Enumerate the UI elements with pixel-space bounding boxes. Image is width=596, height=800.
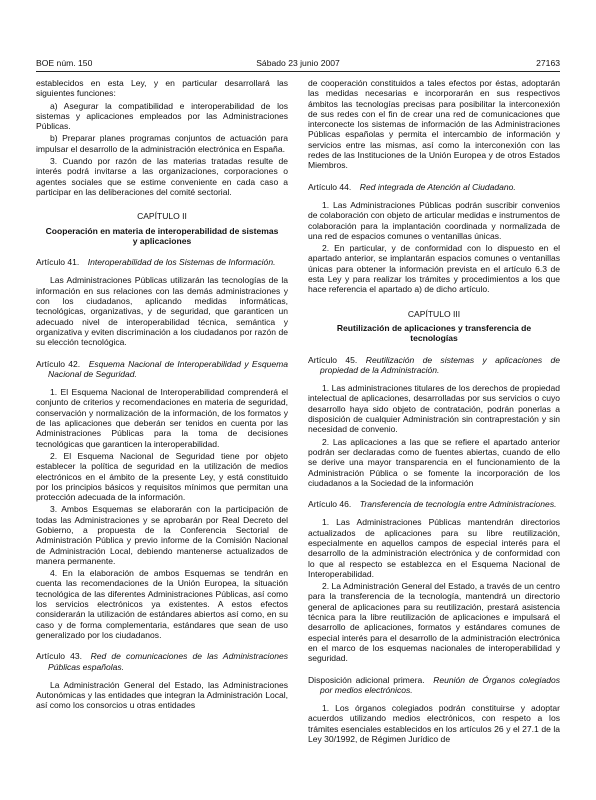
paragraph: b) Preparar planes programas conjuntos de actuación para impulsar el desarrollo de la administración electrónica en España. <box>36 133 288 154</box>
paragraph: 2. En particular, y de conformidad con lo dispuesto en el apartado anterior, se implantarán espacios comunes o ventanillas únicas para obtener la información prevista en el artículo 6.3 de esta Ley y para realizar los trámites y procedimientos a los que hace referencia el apartado a) de dicho artículo. <box>308 243 560 295</box>
paragraph: 3. Ambos Esquemas se elaborarán con la participación de todas las Administraciones y se aprobarán por Real Decreto del Gobierno, a propuesta de la Conferencia Sectorial de Administración Pública y previo informe de la Comisión Nacional de Administración Local, debiendo mantenerse actualizados de manera permanente. <box>36 504 288 566</box>
article-label: Artículo 42. <box>36 358 81 369</box>
paragraph: 4. En la elaboración de ambos Esquemas se tendrán en cuenta las recomendaciones de la Unión Europea, la situación tecnológica de las diferentes Administraciones Públicas, así como los servicios electrónicos ya existentes. A estos efectos considerarán la utilización de estándares abiertos así como, en su caso y de forma complementaria, estándares que sean de uso generalizado por los ciudadanos. <box>36 568 288 640</box>
article-heading <box>308 675 560 696</box>
paragraph: 1. Las administraciones titulares de los derechos de propiedad intelectual de aplicaciones, desarrolladas por sus servicios o cuyo desarrollo haya sido objeto de contratación, podrán ponerlas a disposición de cualquier Administración sin contraprestación y sin necesidad de convenio. <box>308 383 560 435</box>
chapter-number: CAPÍTULO II <box>137 211 187 222</box>
article-label: Artículo 44. <box>308 181 352 192</box>
article-heading <box>308 499 560 509</box>
article-heading <box>308 182 560 192</box>
paragraph: 3. Cuando por razón de las materias tratadas resulte de interés podrá invitarse a las organizaciones, corporaciones o agentes sociales que se estime conveniente en cada caso a participar en las deliberaciones del comité sectorial. <box>36 156 288 197</box>
article-heading <box>36 651 288 672</box>
paragraph: La Administración General del Estado, las Administraciones Autonómicas y las entidades que integran la Administración Local, así como los consorcios u otras entidades <box>36 679 288 711</box>
paragraph: 2. La Administración General del Estado, a través de un centro para la transferencia de la tecnología, mantendrá un directorio general de aplicaciones para su reutilización, prestará asistencia técnica para la libre reutilización de aplicaciones e impulsará el desarrollo de aplicaciones, formatos y estándares comunes de especial interés para el desarrollo de la administración electrónica en el marco de los esquemas nacionales de interoperabilidad y seguridad. <box>308 581 560 664</box>
article-title: Reunión de Órganos colegiados por medios electrónicos. <box>320 674 560 695</box>
header-rule <box>36 71 560 72</box>
article-title: Interoperabilidad de los Sistemas de Información. <box>87 257 276 268</box>
paragraph: 2. El Esquema Nacional de Seguridad tiene por objeto establecer la política de seguridad en la utilización de medios electrónicos en el ámbito de la presente Ley, y está constituido por los principios básicos y requisitos mínimos que permitan una protección adecuada de la información. <box>36 450 288 503</box>
article-label: Artículo 45. <box>308 354 358 365</box>
publication-date: Sábado 23 junio 2007 <box>256 58 340 68</box>
left-column <box>36 78 288 798</box>
paragraph: a) Asegurar la compatibilidad e interoperabilidad de los sistemas y aplicaciones empleados por las Administraciones Públicas. <box>36 100 288 132</box>
right-column <box>308 78 560 798</box>
article-heading <box>36 359 288 380</box>
chapter-title: Reutilización de aplicaciones y transferencia de tecnologías <box>336 322 532 344</box>
page-header <box>36 56 560 70</box>
paragraph: 1. Las Administraciones Públicas podrán suscribir convenios de colaboración con objeto de articular medidas e instrumentos de colaboración para la implantación coordinada y normalizada de una red de espacios comunes o ventanillas únicas. <box>308 199 560 241</box>
paragraph: 1. Los órganos colegiados podrán constituirse y adoptar acuerdos utilizando medios electrónicos, con respeto a los trámites esenciales establecidos en los artículos 26 y el 27.1 de la Ley 30/1992, de Régimen Jurídico de <box>308 703 560 745</box>
page-number: 27163 <box>536 58 561 68</box>
chapter-number: CAPÍTULO III <box>407 308 461 319</box>
text-columns <box>36 78 560 798</box>
chapter-title: Cooperación en materia de interoperabilidad de sistemas y aplicaciones <box>45 225 279 246</box>
paragraph: de cooperación constituidos a tales efectos por éstas, adoptarán las medidas necesarias e incorporarán en sus respectivos ámbitos las tecnologías precisas para posibilitar la interconexión de sus redes con el fin de crear una red de comunicaciones que interconecte los sistemas de información de las Administraciones Públicas españolas y permita el intercambio de información y servicios entre las mismas, así como la interconexión con las redes de las Instituciones de la Unión Europea y de otros Estados Miembros. <box>308 78 560 171</box>
paragraph: 1. El Esquema Nacional de Interoperabilidad comprenderá el conjunto de criterios y recomendaciones en materia de seguridad, conservación y normalización de la información, de los formatos y de las aplicaciones que deberán ser tenidos en cuenta por las Administraciones Públicas para la toma de decisiones tecnológicas que garanticen la interoperabilidad. <box>36 387 288 449</box>
article-heading <box>36 257 288 267</box>
paragraph: 1. Las Administraciones Públicas mantendrán directorios actualizados de aplicaciones para su libre reutilización, especialmente en aquellos campos de especial interés para el desarrollo de la administración electrónica y de conformidad con lo que al respecto se establezca en el Esquema Nacional de Interoperabilidad. <box>308 517 560 579</box>
article-title: Esquema Nacional de Interoperabilidad y Esquema Nacional de Seguridad. <box>48 358 288 379</box>
article-heading <box>308 355 560 376</box>
article-title: Red integrada de Atención al Ciudadano. <box>359 181 516 192</box>
paragraph: establecidos en esta Ley, y en particular desarrollará las siguientes funciones: <box>36 78 288 99</box>
paragraph: 2. Las aplicaciones a las que se refiere el apartado anterior podrán ser declaradas como de fuentes abiertas, cuando de ello se derive una mayor transparencia en el funcionamiento de la Administración Pública o se fomente la incorporación de los ciudadanos a la Sociedad de la información <box>308 436 560 488</box>
article-title: Transferencia de tecnología entre Administraciones. <box>359 499 557 510</box>
article-label: Disposición adicional primera. <box>308 674 425 685</box>
article-label: Artículo 46. <box>308 499 352 510</box>
article-label: Artículo 43. <box>36 651 83 662</box>
article-label: Artículo 41. <box>36 257 80 268</box>
article-title: Red de comunicaciones de las Administraciones Públicas españolas. <box>48 651 288 672</box>
paragraph: Las Administraciones Públicas utilizarán las tecnologías de la información en sus relaciones con las demás administraciones y con los ciudadanos, aplicando medidas informáticas, tecnológicas, organizativas, y de seguridad, que garanticen un adecuado nivel de interoperabilidad técnica, semántica y organizativa y eviten discriminación a los ciudadanos por razón de su elección tecnológica. <box>36 275 288 348</box>
article-title: Reutilización de sistemas y aplicaciones de propiedad de la Administración. <box>320 354 560 375</box>
journal-issue: BOE núm. 150 <box>36 58 93 68</box>
